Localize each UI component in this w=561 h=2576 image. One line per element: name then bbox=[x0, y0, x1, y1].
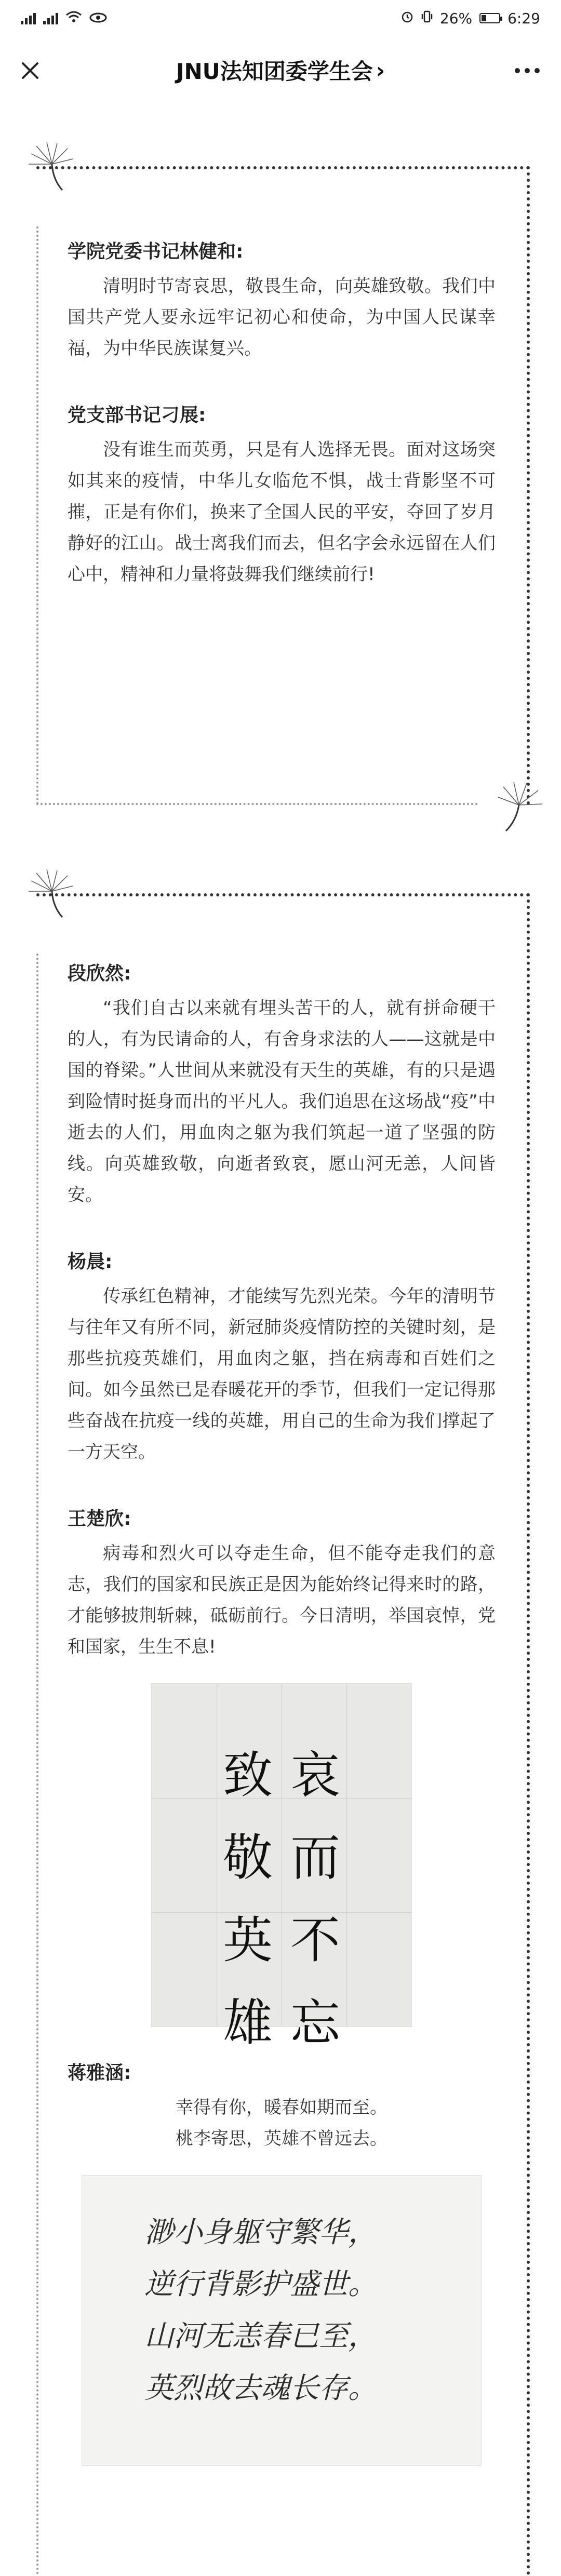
eye-icon bbox=[89, 10, 107, 27]
status-bar bbox=[0, 0, 561, 36]
calligraphy-line: 渺小身躯守繁华， bbox=[144, 2216, 377, 2249]
message-text: 清明时节寄哀思，敬畏生命，向英雄致敬。我们中国共产党人要永远牢记初心和使命，为中国人民谋幸福，为中华民族谋复兴。 bbox=[68, 276, 496, 359]
message-section bbox=[68, 1247, 496, 1468]
dandelion-icon bbox=[21, 138, 78, 195]
calligraphy-column-right: 哀 而 不 忘 bbox=[290, 1746, 340, 2052]
wifi-icon bbox=[65, 10, 82, 27]
message-text: 传承红色精神，才能续写先烈光荣。今年的清明节与往年又有所不同，新冠肺炎疫情防控的关键时刻，是那些抗疫英雄们，用血肉之躯，挡在病毒和百姓们之间。如今虽然已是春暖花开的季节，但我们一定记得那些奋战在抗疫一线的英雄，用自己的生命为我们撑起了一方天空。 bbox=[68, 1286, 496, 1463]
message-text: 没有谁生而英勇，只是有人选择无畏。面对这场突如其来的疫情，中华儿女临危不惧，战士背影坚不可摧，正是有你们，换来了全国人民的平安，夺回了岁月静好的江山。战士离我们而去，但名字会永远留在人们心中，精神和力量将鼓舞我们继续前行! bbox=[68, 439, 496, 585]
poem-line: 桃李寄思，英雄不曾远去。 bbox=[176, 2128, 388, 2149]
calligraphy-line: 逆行背影护盛世。 bbox=[144, 2268, 377, 2301]
card-bottom-border bbox=[36, 803, 478, 805]
status-right bbox=[400, 10, 540, 27]
battery-icon bbox=[479, 13, 500, 23]
status-time: 6:29 bbox=[507, 9, 540, 27]
calligraphy-line: 山河无恙春已至， bbox=[144, 2319, 377, 2353]
author-name: 王楚欣: bbox=[68, 1508, 131, 1530]
dandelion-icon bbox=[21, 865, 78, 922]
message-section bbox=[68, 2058, 496, 2154]
more-button[interactable] bbox=[509, 56, 545, 85]
status-left bbox=[21, 10, 107, 27]
poem-line: 幸得有你，暖春如期而至。 bbox=[176, 2097, 388, 2118]
author-name: 杨晨: bbox=[68, 1251, 113, 1272]
signal-icon-1 bbox=[21, 12, 36, 24]
message-section bbox=[68, 1504, 496, 1662]
close-button[interactable] bbox=[16, 56, 45, 85]
card-left-border bbox=[36, 226, 38, 805]
calligraphy-line: 英烈故去魂长存。 bbox=[144, 2371, 377, 2405]
author-name: 学院党委书记林健和: bbox=[68, 241, 244, 262]
calligraphy-image bbox=[151, 1683, 412, 2052]
chevron-right-icon: › bbox=[376, 57, 385, 83]
vibrate-icon bbox=[421, 10, 433, 27]
message-card-2 bbox=[36, 893, 530, 2576]
message-text: “我们自古以来就有埋头苦干的人，就有拼命硬干的人，有为民请命的人，有舍身求法的人——这就是中国的脊梁。”人世间从来就没有天生的英雄，有的只是遇到险情时挺身而出的平凡人。我们追思在这场战“疫”中逝去的人们，用血肉之躯为我们筑起一道了坚强的防线。向英雄致敬，向逝者致哀，愿山河无恙，人间皆安。 bbox=[68, 998, 496, 1205]
alarm-icon bbox=[400, 10, 414, 27]
author-name: 段欣然: bbox=[68, 963, 131, 984]
signal-icon-2 bbox=[43, 12, 58, 24]
more-icon bbox=[514, 68, 540, 74]
calligraphy-column-left: 致 敬 英 雄 bbox=[223, 1746, 273, 2052]
dandelion-icon bbox=[490, 779, 547, 836]
nav-header bbox=[0, 36, 561, 104]
message-text: 病毒和烈火可以夺走生命，但不能夺走我们的意志，我们的国家和民族正是因为能始终记得来时的路，才能够披荆斩棘，砥砺前行。今日清明，举国哀悼，党和国家，生生不息! bbox=[68, 1543, 496, 1657]
message-section bbox=[68, 959, 496, 1211]
page-title: JNU法知团委学生会 bbox=[176, 59, 373, 84]
battery-percent: 26% bbox=[439, 9, 473, 27]
message-card-1 bbox=[36, 166, 530, 805]
account-title[interactable] bbox=[176, 55, 385, 86]
card-left-border bbox=[36, 954, 38, 2576]
message-section bbox=[68, 237, 496, 364]
close-icon bbox=[20, 60, 41, 81]
author-name: 党支部书记刁展: bbox=[68, 405, 206, 426]
calligraphy-image bbox=[82, 2175, 482, 2466]
author-name: 蒋雅涵: bbox=[68, 2062, 131, 2084]
message-section bbox=[68, 400, 496, 590]
